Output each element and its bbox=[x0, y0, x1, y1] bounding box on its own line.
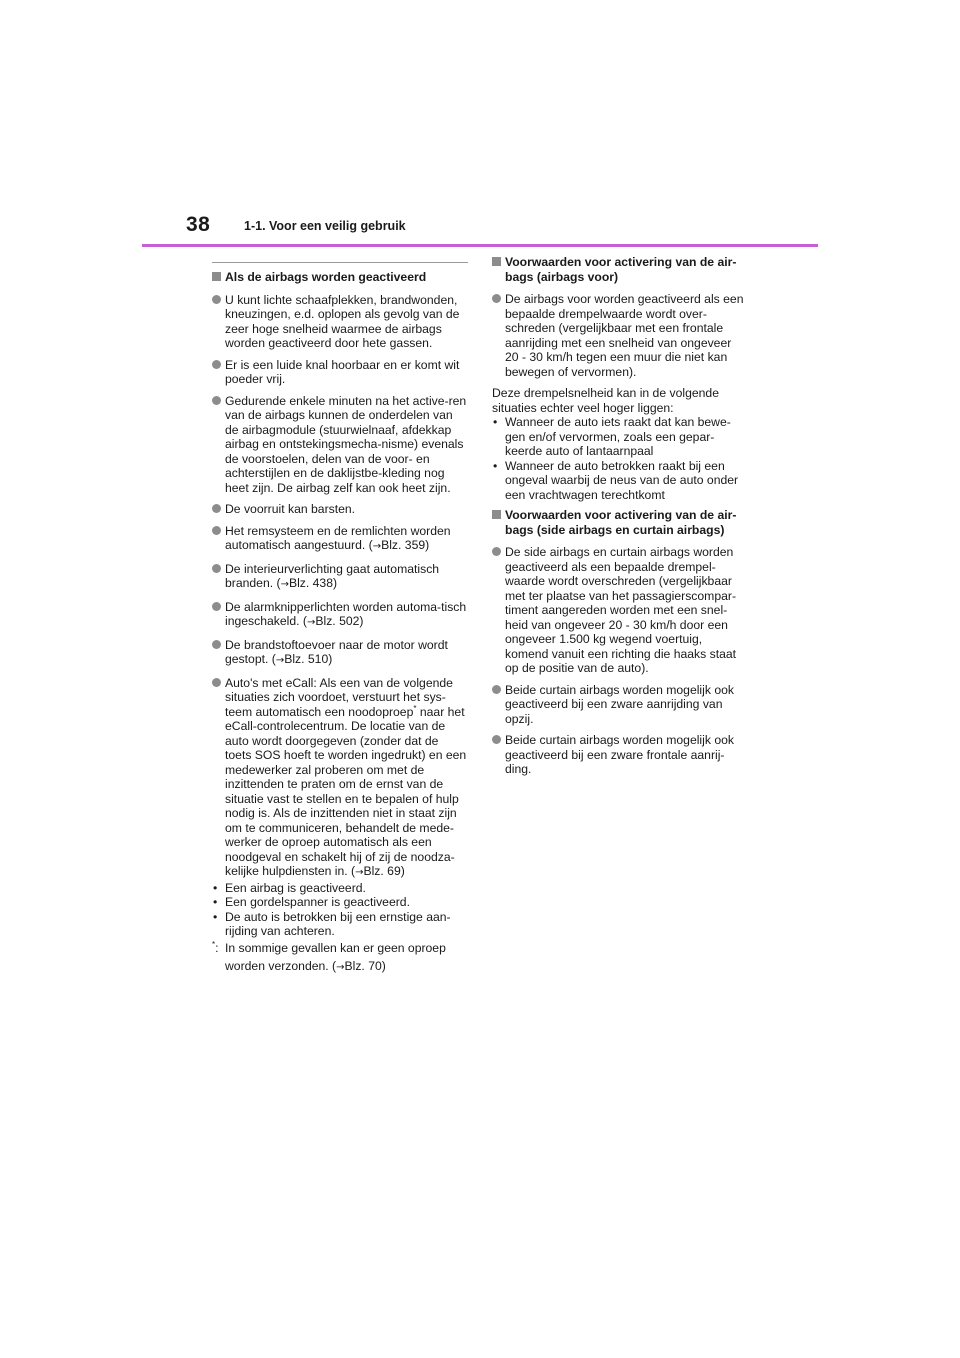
square-bullet-icon bbox=[212, 272, 221, 281]
round-bullet-icon bbox=[492, 294, 501, 303]
right-column bbox=[492, 255, 748, 784]
list-item: • Een gordelspanner is geactiveerd. bbox=[212, 895, 468, 910]
section-heading: Voorwaarden voor activering van de air-bags (side airbags en curtain airbags) bbox=[492, 508, 748, 537]
arrow-icon: → bbox=[275, 655, 285, 666]
round-bullet-icon bbox=[212, 602, 221, 611]
page-reference-link[interactable]: Blz. 438 bbox=[288, 576, 333, 590]
header-rule bbox=[142, 244, 818, 247]
list-item: Er is een luide knal hoorbaar en er komt wit poeder vrij. bbox=[212, 358, 468, 387]
round-bullet-icon bbox=[212, 360, 221, 369]
left-column bbox=[212, 262, 468, 983]
list-item: De side airbags en curtain airbags worden geactiveerd als een bepaalde drempel-waarde wordt overschreden (vergelijkbaar met ter plaatse van het passagierscompar-timent aangereden worden met een snel-heid van ongeveer 20 - 30 km/h door een ongeveer 1.500 kg wegend voertuig, komend vanuit een richting die haaks staat op de positie van de auto). bbox=[492, 545, 748, 676]
page-reference-link[interactable]: Blz. 69 bbox=[363, 864, 401, 878]
arrow-icon: → bbox=[280, 579, 289, 590]
list-item: De airbags voor worden geactiveerd als een bepaalde drempelwaarde wordt over-schreden (vergelijkbaar met een frontale aanrijding met een snelheid van ongeveer 20 - 30 km/h tegen een muur die niet kan bewegen of vervormen). bbox=[492, 292, 748, 379]
round-bullet-icon bbox=[492, 735, 501, 744]
round-bullet-icon bbox=[212, 526, 221, 535]
page-number: 38 bbox=[186, 213, 211, 236]
list-item: De voorruit kan barsten. bbox=[212, 502, 468, 517]
round-bullet-icon bbox=[212, 564, 221, 573]
list-item: De interieurverlichting gaat automatisch branden. (→Blz. 438) bbox=[212, 562, 468, 593]
arrow-icon: → bbox=[306, 617, 316, 628]
paragraph: Deze drempelsnelheid kan in de volgende situaties echter veel hoger liggen: bbox=[492, 386, 719, 415]
list-item: De alarmknipperlichten worden automa-tisch ingeschakeld. (→Blz. 502) bbox=[212, 600, 468, 631]
list-item: De brandstoftoevoer naar de motor wordt gestopt. (→Blz. 510) bbox=[212, 638, 468, 669]
list-item: • Wanneer de auto iets raakt dat kan bewe-gen en/of vervormen, zoals een gepar-keerde auto of lantaarnpaal bbox=[492, 415, 748, 459]
ecall-item: Auto's met eCall: Als een van de volgende situaties zich voordoet, verstuurt het sys-teem automatisch een noodoproep* naar het eCall-controlecentrum. De locatie van de auto wordt doorgegeven (zonder dat de toets SOS hoeft te worden ingedrukt) en een medewerker zal proberen om met de inzittenden te praten om de ernst van de situatie vast te stellen en te bepalen of hulp nodig is. Als de inzittenden niet in staat zijn om te communiceren, behandelt de mede-werker de oproep automatisch als een noodgeval en schakelt hij of zij de noodza-kelijke hulpdiensten in. (→Blz. 69) • Een airbag is geactiveerd. • Een gordelspanner is geactiveerd. • De auto is betrokken bij een ernstige aan-rijding van achteren. *: In sommige gevallen kan er geen oproep worden verzonden. (→Blz. 70) bbox=[212, 676, 468, 976]
section-title: 1-1. Voor een veilig gebruik bbox=[244, 219, 406, 233]
list-item: Beide curtain airbags worden mogelijk ook geactiveerd bij een zware aanrijding van opzij. bbox=[492, 683, 748, 727]
list-item: U kunt lichte schaafplekken, brandwonden, kneuzingen, e.d. oplopen als gevolg van de zeer hoge snelheid waarmee de airbags worden geactiveerd door hete gassen. bbox=[212, 293, 468, 351]
list-item: • Wanneer de auto betrokken raakt bij een ongeval waarbij de neus van de auto onder een vrachtwagen terechtkomt bbox=[492, 459, 748, 503]
round-bullet-icon bbox=[212, 640, 221, 649]
square-bullet-icon bbox=[492, 510, 501, 519]
arrow-icon: → bbox=[336, 962, 345, 973]
page-reference-link[interactable]: Blz. 510 bbox=[284, 652, 329, 666]
footnote-marker: * bbox=[413, 703, 417, 713]
round-bullet-icon bbox=[212, 504, 221, 513]
list-item: Beide curtain airbags worden mogelijk ook geactiveerd bij een zware frontale aanrij-ding. bbox=[492, 733, 748, 777]
section-divider bbox=[212, 262, 468, 263]
round-bullet-icon bbox=[212, 396, 221, 405]
round-bullet-icon bbox=[212, 295, 221, 304]
ecall-situations-list bbox=[212, 881, 468, 939]
section-heading: Als de airbags worden geactiveerd bbox=[212, 270, 468, 285]
page-reference-link[interactable]: Blz. 502 bbox=[315, 614, 360, 628]
page-reference-link[interactable]: Blz. 359 bbox=[381, 538, 426, 552]
list-item: • Een airbag is geactiveerd. bbox=[212, 881, 468, 896]
square-bullet-icon bbox=[492, 257, 501, 266]
page-reference-link[interactable]: Blz. 70 bbox=[344, 959, 382, 973]
footnote: *: In sommige gevallen kan er geen oproep worden verzonden. (→Blz. 70) bbox=[212, 939, 446, 973]
situations-list bbox=[492, 415, 748, 502]
list-item: Gedurende enkele minuten na het active-ren van de airbags kunnen de onderdelen van de airbagmodule (stuurwielnaaf, afdekkap airbag en ontstekingsmecha-nisme) evenals de voorstoelen, delen van de voor- en achterstijlen en de daklijstbe-kleding nog heet zijn. De airbag zelf kan ook heet zijn. bbox=[212, 394, 468, 496]
list-item: Het remsysteem en de remlichten worden automatisch aangestuurd. (→Blz. 359) bbox=[212, 524, 468, 555]
round-bullet-icon bbox=[212, 678, 221, 687]
arrow-icon: → bbox=[355, 867, 364, 878]
round-bullet-icon bbox=[492, 685, 501, 694]
round-bullet-icon bbox=[492, 547, 501, 556]
section-heading: Voorwaarden voor activering van de air-bags (airbags voor) bbox=[492, 255, 748, 284]
list-item: • De auto is betrokken bij een ernstige aan-rijding van achteren. bbox=[212, 910, 468, 939]
arrow-icon: → bbox=[372, 541, 382, 552]
